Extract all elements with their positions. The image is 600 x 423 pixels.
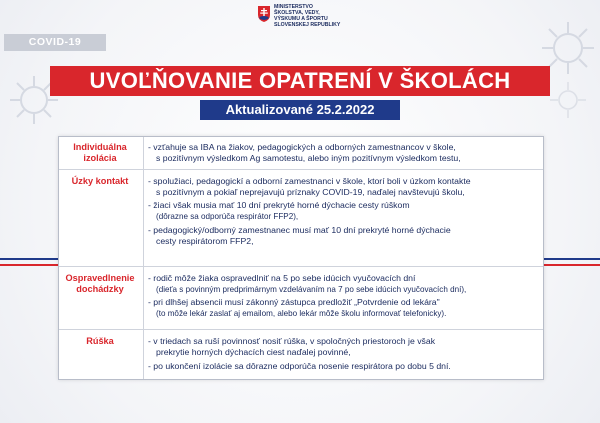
section-line: - po ukončení izolácie sa dôrazne odporúča nosenie respirátora po dobu 5 dní. bbox=[148, 361, 451, 371]
section-label-line: Úzky kontakt bbox=[71, 176, 129, 186]
section-content bbox=[143, 330, 541, 379]
section-line: s pozitívnym výsledkom Ag samotestu, alebo iným pozitívnym výsledkom testu, bbox=[156, 153, 461, 163]
ministry-line: MINISTERSTVO bbox=[274, 4, 313, 10]
section-label bbox=[59, 273, 141, 295]
section-line: cesty respirátorom FFP2, bbox=[156, 236, 254, 246]
section-label bbox=[59, 142, 141, 164]
decor-line-right-navy bbox=[542, 258, 600, 260]
section-line: - vzťahuje sa IBA na žiakov, pedagogických a odborných zamestnancov v škole, bbox=[148, 142, 456, 152]
decor-line-left-navy bbox=[0, 258, 58, 260]
section-label-line: Individuálna bbox=[73, 142, 127, 152]
section-label bbox=[59, 336, 141, 347]
section-line: - spolužiaci, pedagogickí a odborní zamestnanci v škole, ktorí boli v úzkom kontakte bbox=[148, 176, 471, 186]
section-line: (to môže lekár zaslať aj emailom, alebo lekár môže školu informovať telefonicky). bbox=[156, 309, 447, 318]
covid-tag: COVID-19 bbox=[4, 34, 106, 51]
section-label-line: izolácia bbox=[83, 153, 117, 163]
section-line: s pozitívnym a pokiaľ neprejavujú príznaky COVID-19, naďalej navštevujú školu, bbox=[156, 187, 465, 197]
section-content bbox=[143, 267, 541, 329]
ministry-line: SLOVENSKEJ REPUBLIKY bbox=[274, 22, 341, 28]
section-attendance-excuse bbox=[59, 267, 543, 330]
section-masks bbox=[59, 330, 543, 379]
virus-icon bbox=[548, 80, 588, 120]
decor-line-right-red bbox=[542, 264, 600, 266]
section-content bbox=[143, 170, 541, 266]
section-line: (dieťa s povinným predprimárnym vzdelávaním na 7 po sebe idúcich vyučovacích dní), bbox=[156, 285, 467, 294]
section-line: (dôrazne sa odporúča respirátor FFP2), bbox=[156, 212, 299, 221]
decor-line-left-red bbox=[0, 264, 58, 266]
section-label-line: dochádzky bbox=[76, 284, 124, 294]
section-line: - rodič môže žiaka ospravedlniť na 5 po sebe idúcich vyučovacích dní bbox=[148, 273, 416, 283]
section-label-line: Ospravedlnenie bbox=[65, 273, 135, 283]
slovak-crest-icon bbox=[258, 6, 270, 22]
section-line: prekrytie horných dýchacích ciest naďalej povinné, bbox=[156, 347, 351, 357]
updated-date: Aktualizované 25.2.2022 bbox=[200, 100, 400, 120]
section-label-line: Rúška bbox=[86, 336, 114, 346]
section-individual-isolation bbox=[59, 137, 543, 170]
section-close-contact bbox=[59, 170, 543, 267]
ministry-line: VÝSKUMU A ŠPORTU bbox=[274, 16, 328, 22]
section-line: - v triedach sa ruší povinnosť nosiť rúška, v spoločných priestoroch je však bbox=[148, 336, 436, 346]
section-label bbox=[59, 176, 141, 187]
section-line: - pedagogický/odborný zamestnanec musí mať 10 dní prekryté horné dýchacie bbox=[148, 225, 451, 235]
page-title: UVOĽŇOVANIE OPATRENÍ V ŠKOLÁCH bbox=[50, 66, 550, 96]
section-line: - žiaci však musia mať 10 dní prekryté horné dýchacie cesty rúškom bbox=[148, 200, 410, 210]
section-content bbox=[143, 137, 541, 169]
ministry-line: ŠKOLSTVA, VEDY, bbox=[274, 10, 320, 16]
ministry-logo bbox=[258, 4, 368, 36]
section-line: - pri dlhšej absencii musí zákonný zástupca predložiť „Potvrdenie od lekára" bbox=[148, 297, 440, 307]
rules-panel bbox=[58, 136, 544, 380]
ministry-name bbox=[274, 4, 340, 28]
